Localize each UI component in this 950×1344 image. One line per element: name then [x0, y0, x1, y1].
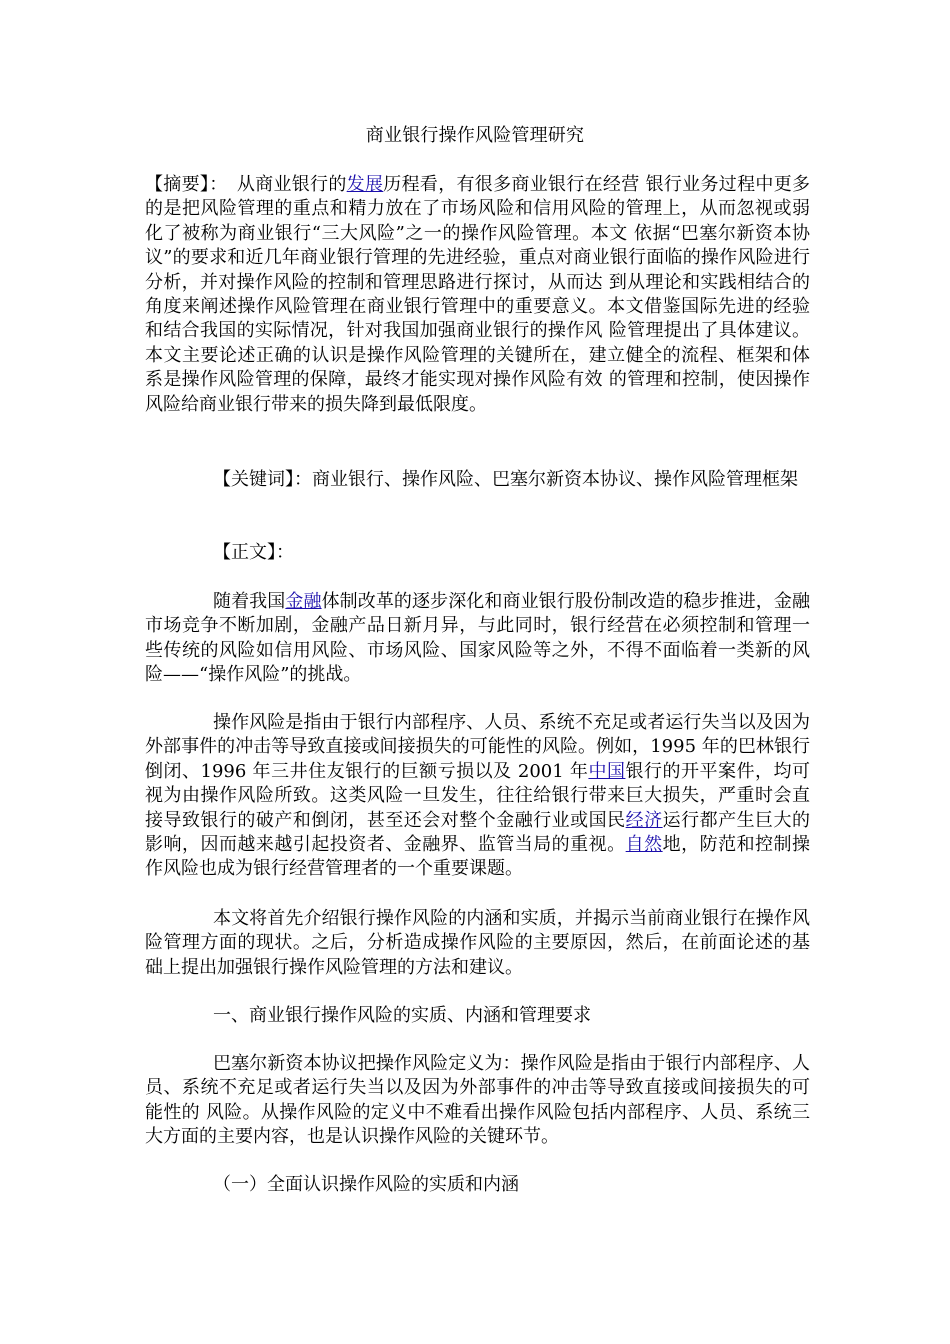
document-title: 商业银行操作风险管理研究: [365, 125, 585, 146]
abstract-text-1: 从商业银行的: [218, 174, 347, 195]
para1-text-2: 体制改革的逐步深化和商业银行股份制改造的稳步推进，金融市场竞争不断加剧，金融产品日新月异，与此同时，银行经营在必须控制和管理一些传统的风险如信用风险、市场风险、国家风险等之外，不得不面临着一类新的风险——“操作风险”的挑战。: [145, 591, 810, 686]
para2-text-4: 地，防范和控制操作风险也成为银行经营管理者的一个重要课题。: [145, 834, 811, 880]
para2-text-2: 银行的开平案件，均可视为由操作风险所致。这类风险一旦发生，往往给银行带来巨大损失，严重时会直接导致银行的破产和倒闭，甚至还会对整个金融行业或国民: [145, 760, 811, 831]
keywords-text: 商业银行、操作风险、巴塞尔新资本协议、操作风险管理框架: [312, 469, 798, 490]
link-naturally[interactable]: 自然: [625, 834, 663, 856]
link-development[interactable]: 发展: [346, 174, 384, 195]
para2-text-1: 操作风险是指由于银行内部程序、人员、系统不充足或者运行失当以及因为外部事件的冲击等导致直接或间接损失的可能性的风险。例如，1995 年的巴林银行倒闭、1996 年三井住友银行的巨额亏损以及 2001 年: [145, 712, 810, 782]
abstract-label: 【摘要】：: [145, 174, 219, 195]
section-1-heading: 一、商业银行操作风险的实质、内涵和管理要求: [213, 1005, 591, 1026]
body-paragraph-4: 巴塞尔新资本协议把操作风险定义为：操作风险是指由于银行内部程序、人员、系统不充足或者运行失当以及因为外部事件的冲击等导致直接或间接损失的可能性的 风险。从操作风险的定义中不难看出操作风险包括内部程序、人员、系统三大方面的主要内容，也是认识操作风险的关键环节。: [145, 1053, 810, 1148]
abstract-text-2: 历程看，有很多商业银行在经营 银行业务过程中更多的是把风险管理的重点和精力放在了市场风险和信用风险的管理上，从而忽视或弱化了被称为商业银行“三大风险”之一的操作风险管理。本文 依据“巴塞尔新资本协议”的要求和近几年商业银行管理的先进经验，重点对商业银行面临的操作风险进行分析，并对操作风险的控制和管理思路进行探讨，从而达 到从理论和实践相结合的角度来阐述操作风险管理在商业银行管理中的重要意义。本文借鉴国际先进的经验和结合我国的实际情况，针对我国加强商业银行的操作风 险管理提出了具体建议。本文主要论述正确的认识是操作风险管理的关键所在，建立健全的流程、框架和体系是操作风险管理的保障，最终才能实现对操作风险有效 的管理和控制，使因操作风险给商业银行带来的损失降到最低限度。: [145, 174, 811, 415]
link-china[interactable]: 中国: [588, 760, 626, 782]
para2-text-3: 运行都产生巨大的影响，因而越来越引起投资者、金融界、监管当局的重视。: [145, 809, 811, 856]
link-economy[interactable]: 经济: [625, 809, 663, 831]
keywords-paragraph: [145, 468, 810, 492]
body-paragraph-3: 本文将首先介绍银行操作风险的内涵和实质，并揭示当前商业银行在操作风险管理方面的现状。之后，分析造成操作风险的主要原因，然后，在前面论述的基础上提出加强银行操作风险管理的方法和建议。: [145, 908, 810, 978]
abstract-paragraph: [145, 173, 810, 417]
keywords-label: 【关键词】：: [213, 469, 312, 490]
body-paragraph-1: [145, 590, 810, 688]
link-finance[interactable]: 金融: [285, 591, 322, 612]
subsection-1-heading: （一）全面认识操作风险的实质和内涵: [213, 1174, 519, 1195]
para1-text-1: 随着我国: [213, 591, 286, 612]
body-paragraph-2: [145, 711, 810, 882]
body-label: 【正文】：: [213, 542, 294, 563]
